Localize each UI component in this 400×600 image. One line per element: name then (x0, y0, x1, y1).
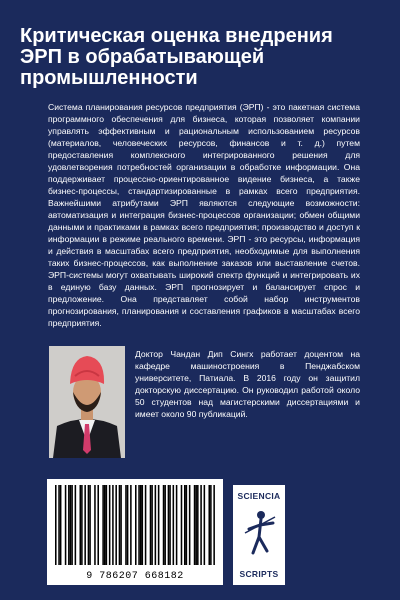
author-portrait-icon (49, 346, 125, 458)
book-title: Критическая оценка внедрения ЭРП в обрабатывающей промышленности (20, 25, 333, 89)
isbn-number: 9 786207 668182 (86, 571, 184, 582)
publisher-figure-icon (239, 505, 279, 565)
barcode-bars (55, 485, 215, 565)
publisher-name-bottom: SCRIPTS (239, 569, 279, 579)
publisher-logo (233, 485, 285, 585)
book-description: Система планирования ресурсов предприятия (ЭРП) - это пакетная система программного обеспечения для бизнеса, которая позволяет компании управлять эффективным и рациональным использованием ресурсов (материалов, человеческих ресурсов, финансов и т. д.) путем предоставления комплексного интегрированного решения для удовлетворения потребностей организации в обработке информации. Она поддерживает процессно-ориентированное видение бизнеса, а также бизнес-процессы, стандартизированные в рамках всего предприятия. Важнейшими атрибутами ЭРП являются следующие возможности: автоматизация и интеграция бизнес-процессов организации; обмен общими данными и практиками в рамках всего предприятия; производство и доступ к информации в режиме реального времени. ЭРП - это ресурсы, информация и действия в масштабах всего предприятия, необходимые для выполнения таких бизнес-процессов, как выполнение заказов или выставление счетов. ЭРП-системы могут охватывать широкий спектр функций и интегрировать их в единую базу данных. ЭРП прогнозирует и балансирует спрос и предложение. Она представляет собой набор инструментов прогнозирования, планирования и составления графиков в масштабах всего предприятия. (48, 102, 360, 328)
isbn-barcode (47, 479, 223, 585)
publisher-name-top: SCIENCIA (237, 491, 281, 501)
author-photo (49, 346, 125, 458)
author-bio: Доктор Чандан Дип Сингх работает доцентом на кафедре машиностроения в Пенджабском университете, Патиала. В 2016 году он защитил докторскую диссертацию. Он руководил работой около 50 студентов над магистерскими диссертациями и имеет около 90 публикаций. (135, 349, 360, 420)
